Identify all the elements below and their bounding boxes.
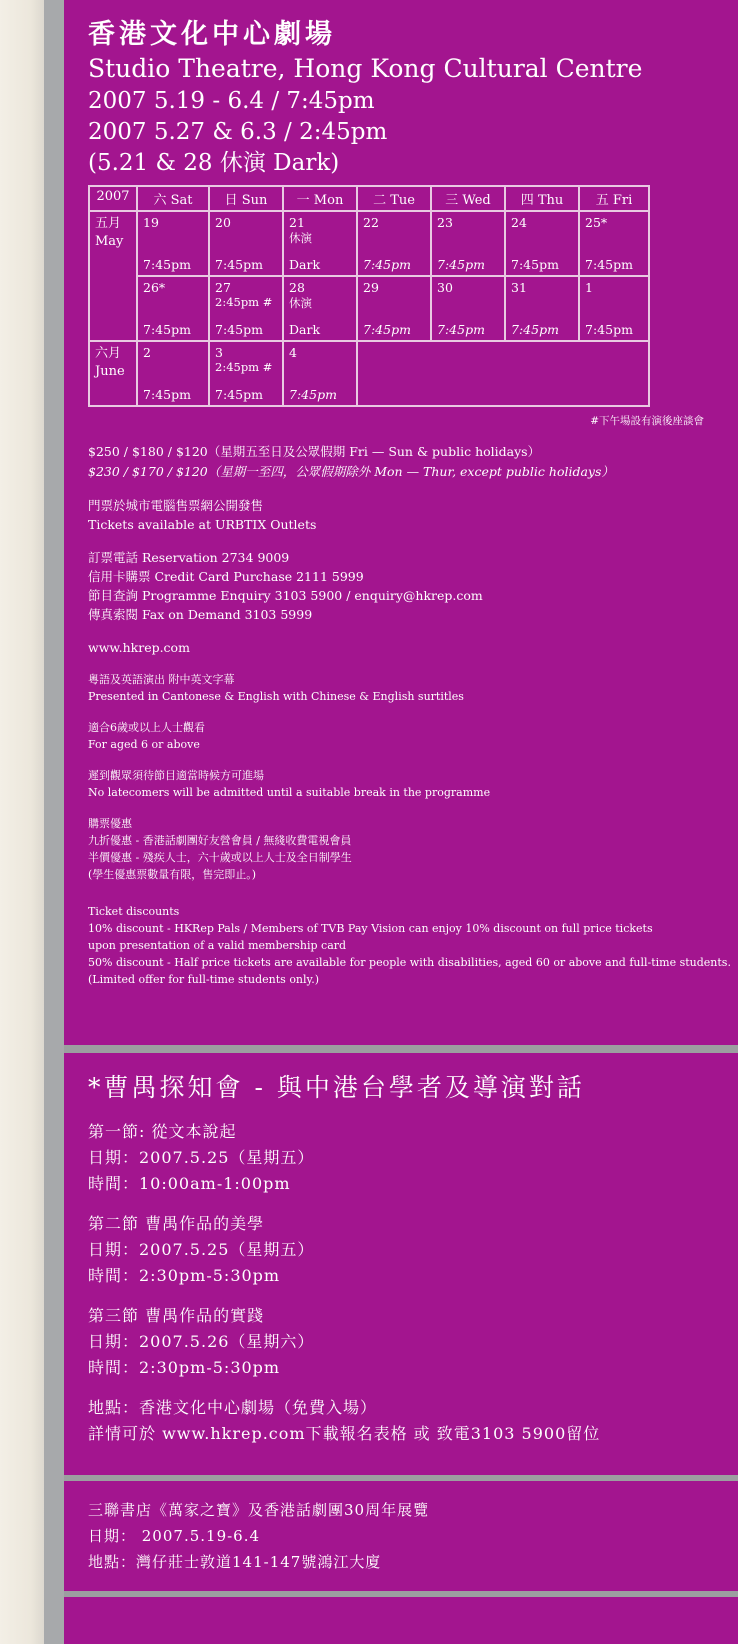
bottom-panel (64, 1597, 738, 1644)
latecomers-en: No latecomers will be admitted until a suitable break in the programme (88, 786, 491, 799)
tickets-zh: 門票於城市電腦售票網公開發售 (88, 498, 264, 513)
schedule-cell: 28 休演 Dark (283, 276, 357, 341)
discount-line: 半價優惠 - 殘疾人士，六十歲或以上人士及全日制學生 (88, 851, 352, 864)
tickets-availability (88, 496, 738, 534)
day-header: 一 Mon (283, 186, 357, 211)
latecomers-info (88, 767, 738, 801)
discounts-en (88, 903, 738, 988)
day-header: 三 Wed (431, 186, 505, 211)
session-date: 日期：2007.5.26（星期六） (88, 1332, 315, 1351)
venue-title-zh: 香港文化中心劇場 (88, 19, 336, 50)
schedule-table (88, 185, 650, 407)
schedule-cell: 26* 7:45pm (137, 276, 209, 341)
latecomers-zh: 遲到觀眾須待節目適當時候方可進場 (88, 769, 264, 782)
schedule-cell: 19 7:45pm (137, 211, 209, 276)
contact-line: 節目查詢 Programme Enquiry 3103 5900 / enquiry@hkrep.com (88, 588, 483, 603)
may-week-2-row (89, 276, 649, 341)
session-time: 時間：2:30pm-5:30pm (88, 1266, 281, 1285)
age-info (88, 719, 738, 753)
session-date: 日期：2007.5.25（星期五） (88, 1240, 315, 1259)
schedule-header-row (89, 186, 649, 211)
ticket-prices (88, 442, 738, 482)
forum-session (88, 1119, 738, 1197)
schedule-cell: 20 7:45pm (209, 211, 283, 276)
date-line: 2007 5.27 & 6.3 / 2:45pm (88, 119, 388, 145)
discount-line: (Limited offer for full-time students only.) (88, 973, 320, 986)
discounts-zh (88, 815, 738, 883)
language-info (88, 671, 738, 705)
discount-line: 購票優惠 (88, 817, 132, 830)
schedule-cell: 27 2:45pm # 7:45pm (209, 276, 283, 341)
price-line-weekday: $230 / $170 / $120（星期一至四，公眾假期除外 Mon — Thur, except public holidays） (88, 464, 614, 479)
discount-line: 10% discount - HKRep Pals / Members of TVB Pay Vision can enjoy 10% discount on full price tickets (88, 922, 653, 935)
schedule-cell: 22 7:45pm (357, 211, 431, 276)
date-line: 2007 5.19 - 6.4 / 7:45pm (88, 88, 375, 114)
discount-line: 50% discount - Half price tickets are available for people with disabilities, aged 60 or above and full-time students. (88, 956, 731, 969)
discount-line: upon presentation of a valid membership card (88, 939, 347, 952)
session-name: 第二節 曹禺作品的美學 (88, 1214, 265, 1233)
forum-title: *曹禺探知會 - 與中港台學者及導演對話 (88, 1073, 585, 1102)
contact-line: 傳真索閱 Fax on Demand 3103 5999 (88, 607, 313, 622)
exhibition-title: 三聯書店《萬家之寶》及香港話劇團30周年展覽 (88, 1501, 430, 1519)
may-week-1-row (89, 211, 649, 276)
session-time: 時間：10:00am-1:00pm (88, 1174, 291, 1193)
contact-line: 訂票電話 Reservation 2734 9009 (88, 550, 290, 565)
forum-details: 詳情可於 www.hkrep.com下載報名表格 或 致電3103 5900留位 (88, 1424, 601, 1443)
price-line-weekend: $250 / $180 / $120（星期五至日及公眾假期 Fri — Sun & public holidays） (88, 444, 541, 459)
year-header: 2007 (89, 186, 137, 211)
main-info-panel (64, 0, 738, 1045)
exhibition-venue: 地點：灣仔莊士敦道141-147號鴻江大廈 (88, 1553, 382, 1571)
discount-line: (學生優惠票數量有限，售完即止。) (88, 868, 257, 881)
age-zh: 適合6歲或以上人士觀看 (88, 721, 205, 734)
schedule-cell: 24 7:45pm (505, 211, 579, 276)
month-label-june: 六月 June (89, 341, 137, 406)
session-name: 第三節 曹禺作品的實踐 (88, 1306, 265, 1325)
day-header: 六 Sat (137, 186, 209, 211)
schedule-cell: 23 7:45pm (431, 211, 505, 276)
exhibition-date: 日期： 2007.5.19-6.4 (88, 1527, 261, 1545)
schedule-cell: 29 7:45pm (357, 276, 431, 341)
discount-line: Ticket discounts (88, 905, 180, 918)
day-header: 日 Sun (209, 186, 283, 211)
session-time: 時間：2:30pm-5:30pm (88, 1358, 281, 1377)
day-header: 二 Tue (357, 186, 431, 211)
schedule-empty-cell (357, 341, 649, 406)
session-date: 日期：2007.5.25（星期五） (88, 1148, 315, 1167)
day-header: 五 Fri (579, 186, 649, 211)
tickets-en: Tickets available at URBTIX Outlets (88, 517, 317, 532)
schedule-cell: 25* 7:45pm (579, 211, 649, 276)
forum-panel (64, 1053, 738, 1475)
schedule-cell: 31 7:45pm (505, 276, 579, 341)
contact-line: 信用卡購票 Credit Card Purchase 2111 5999 (88, 569, 364, 584)
session-name: 第一節: 從文本說起 (88, 1122, 237, 1141)
language-zh: 粵語及英語演出 附中英文字幕 (88, 673, 235, 686)
day-header: 四 Thu (505, 186, 579, 211)
language-en: Presented in Cantonese & English with Chinese & English surtitles (88, 690, 464, 703)
contact-list (88, 548, 738, 624)
website-link: www.hkrep.com (88, 640, 190, 655)
june-week-row (89, 341, 649, 406)
forum-session (88, 1211, 738, 1289)
schedule-cell: 30 7:45pm (431, 276, 505, 341)
discount-line: 九折優惠 - 香港話劇團好友營會員 / 無綫收費電視會員 (88, 834, 352, 847)
forum-session (88, 1303, 738, 1381)
date-line: (5.21 & 28 休演 Dark) (88, 150, 340, 176)
forum-venue: 地點：香港文化中心劇場（免費入場） (88, 1398, 378, 1417)
schedule-cell: 1 7:45pm (579, 276, 649, 341)
paper-edge (0, 0, 44, 1644)
schedule-cell: 3 2:45pm # 7:45pm (209, 341, 283, 406)
age-en: For aged 6 or above (88, 738, 200, 751)
schedule-cell: 21 休演 Dark (283, 211, 357, 276)
schedule-cell: 2 7:45pm (137, 341, 209, 406)
forum-venue-info (88, 1395, 738, 1447)
performance-dates (88, 86, 738, 179)
venue-title-en: Studio Theatre, Hong Kong Cultural Centre (88, 54, 643, 83)
exhibition-panel (64, 1481, 738, 1591)
schedule-cell: 4 7:45pm (283, 341, 357, 406)
grey-border-strip (44, 0, 64, 1644)
matinee-footnote: #下午場設有演後座談會 (590, 415, 704, 427)
month-label-may: 五月 May (89, 211, 137, 341)
